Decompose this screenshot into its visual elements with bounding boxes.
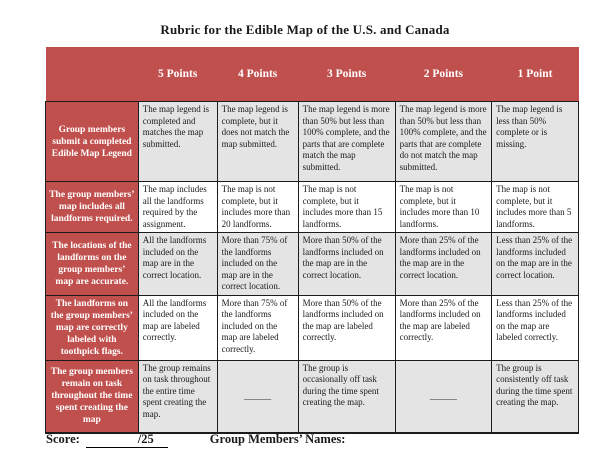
rubric-cell: The map legend is more than 50% but less than 100% complete, and the parts that are complete match the map submitted. bbox=[298, 102, 395, 182]
rubric-cell: More than 50% of the landforms included on the map are labeled correctly. bbox=[298, 295, 395, 360]
rubric-cell: The map is not complete, but it includes more than 15 landforms. bbox=[298, 182, 395, 233]
rubric-cell: The map includes all the landforms required by the assignment. bbox=[138, 182, 217, 233]
criteria-header-cell bbox=[46, 47, 139, 102]
criterion-label: Group members submit a completed Edible Map Legend bbox=[46, 102, 139, 182]
rubric-table bbox=[45, 47, 579, 434]
rubric-row-on-task bbox=[46, 360, 579, 433]
criterion-label: The locations of the landforms on the group members’ map are accurate. bbox=[46, 233, 139, 296]
points-header-row bbox=[46, 47, 579, 102]
rubric-cell: The group remains on task throughout the entire time spent creating the map. bbox=[138, 360, 217, 433]
points-header-3: 3 Points bbox=[298, 47, 395, 102]
rubric-cell: The map legend is complete, but it does not match the map submitted. bbox=[217, 102, 298, 182]
score-label: Score: bbox=[46, 432, 80, 446]
points-header-2: 2 Points bbox=[395, 47, 491, 102]
rubric-cell: The group is occasionally off task during the time spent creating the map. bbox=[298, 360, 395, 433]
rubric-cell: The map is not complete, but it includes more than 20 landforms. bbox=[217, 182, 298, 233]
rubric-cell: The group is consistently off task during the time spent creating the map. bbox=[492, 360, 579, 433]
points-header-1: 1 Point bbox=[492, 47, 579, 102]
rubric-cell: The map legend is completed and matches the map submitted. bbox=[138, 102, 217, 182]
rubric-cell: More than 25% of the landforms included on the map are labeled correctly. bbox=[395, 295, 491, 360]
rubric-cell: More than 50% of the landforms included on the map are in the correct location. bbox=[298, 233, 395, 296]
rubric-row-labels bbox=[46, 295, 579, 360]
points-header-5: 5 Points bbox=[138, 47, 217, 102]
points-header-4: 4 Points bbox=[217, 47, 298, 102]
criterion-label: The group members’ map includes all landforms required. bbox=[46, 182, 139, 233]
rubric-cell: The map is not complete, but it includes more than 5 landforms. bbox=[492, 182, 579, 233]
rubric-row-locations bbox=[46, 233, 579, 296]
footer bbox=[46, 432, 586, 448]
rubric-cell: More than 25% of the landforms included on the map are in the correct location. bbox=[395, 233, 491, 296]
rubric-cell: More than 75% of the landforms included on the map are labeled correctly. bbox=[217, 295, 298, 360]
criterion-label: The group members remain on task throughout the time spent creating the map bbox=[46, 360, 139, 433]
rubric-cell: The map legend is less than 50% complete or is missing. bbox=[492, 102, 579, 182]
rubric-cell: The map legend is more than 50% but less than 100% complete, and the parts that are complete do not match the map submitted. bbox=[395, 102, 491, 182]
rubric-cell: All the landforms included on the map are labeled correctly. bbox=[138, 295, 217, 360]
rubric-cell: More than 75% of the landforms included on the map are in the correct location. bbox=[217, 233, 298, 296]
score-blank-line bbox=[86, 432, 168, 448]
score-total: /25 bbox=[137, 432, 154, 446]
group-members-names-label: Group Members’ Names: bbox=[209, 432, 346, 446]
rubric-cell: All the landforms included on the map are in the correct location. bbox=[138, 233, 217, 296]
page-title: Rubric for the Edible Map of the U.S. and Canada bbox=[160, 22, 450, 37]
rubric-cell: The map is not complete, but it includes more than 10 landforms. bbox=[395, 182, 491, 233]
rubric-cell: Less than 25% of the landforms included on the map are labeled correctly. bbox=[492, 295, 579, 360]
rubric-cell-blank: ______ bbox=[395, 360, 491, 433]
rubric-cell: Less than 25% of the landforms included on the map are in the correct location. bbox=[492, 233, 579, 296]
rubric-row-legend bbox=[46, 102, 579, 182]
rubric-cell-blank: ______ bbox=[217, 360, 298, 433]
rubric-row-landforms-count bbox=[46, 182, 579, 233]
criterion-label: The landforms on the group members’ map are correctly labeled with toothpick flags. bbox=[46, 295, 139, 360]
